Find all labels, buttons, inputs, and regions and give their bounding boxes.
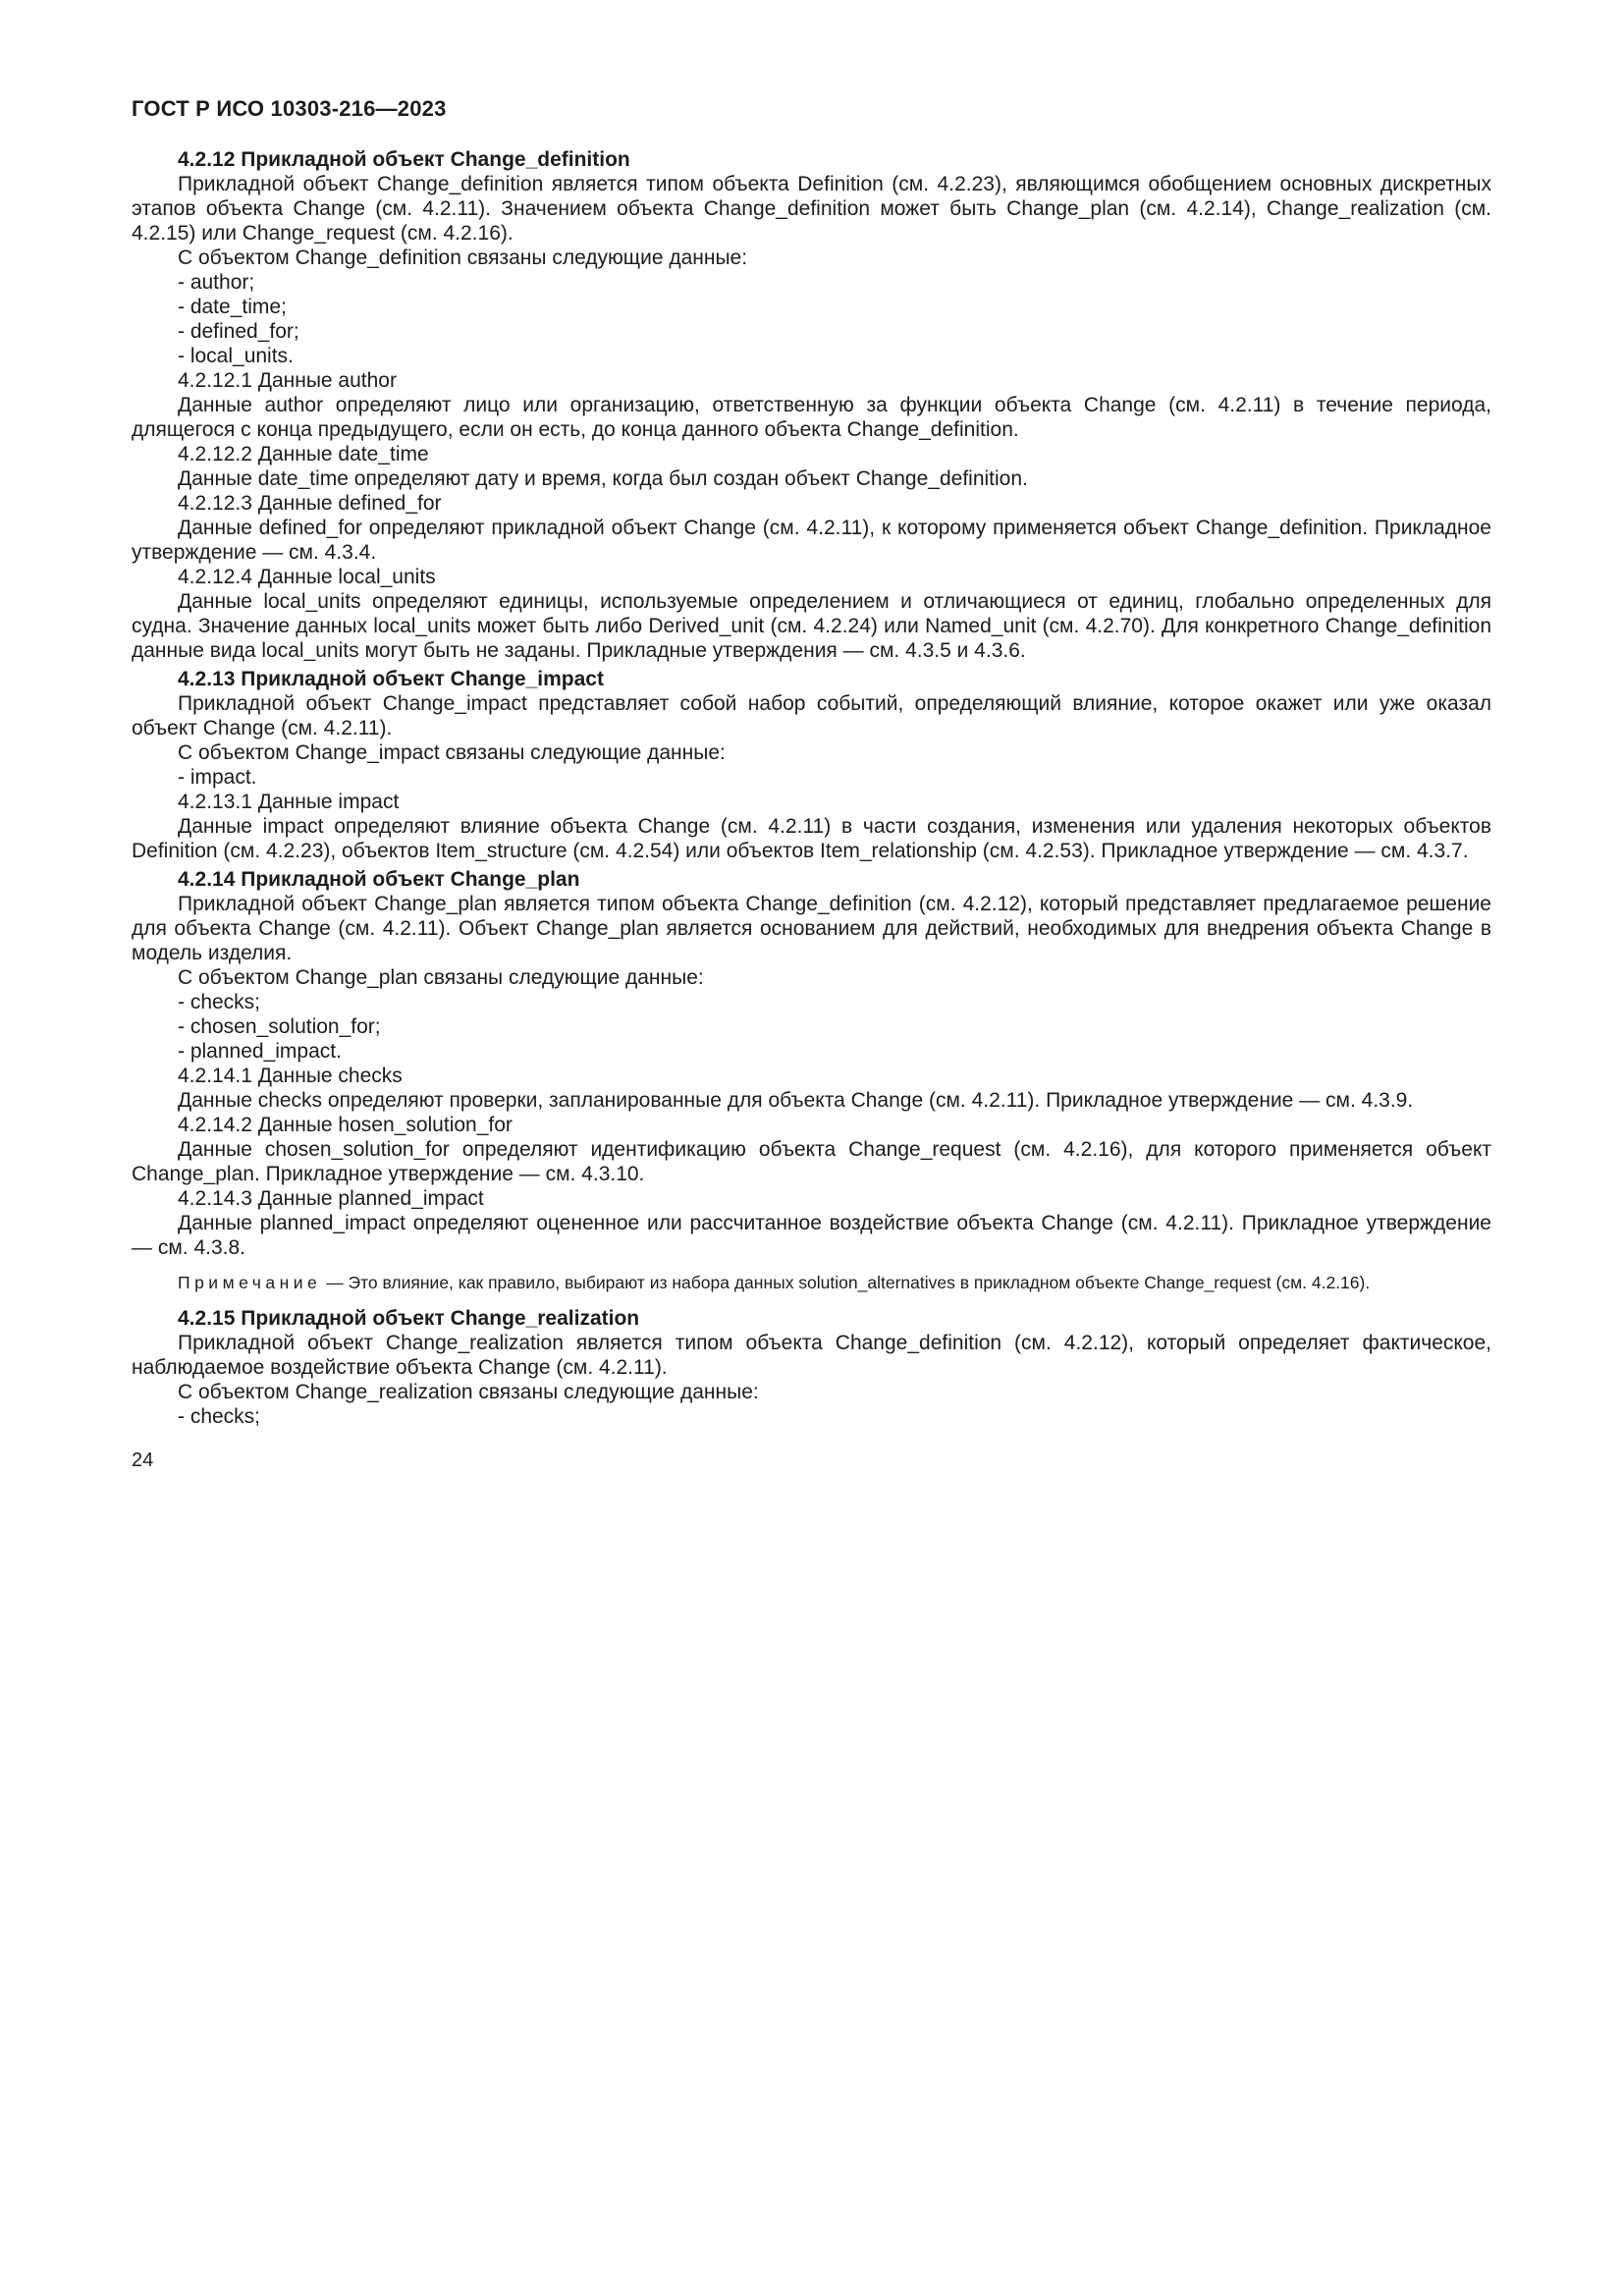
list-item: - impact. <box>178 766 257 789</box>
section-heading: 4.2.12 Прикладной объект Change_definition <box>178 148 630 171</box>
subsection-heading: 4.2.12.4 Данные local_units <box>178 566 436 588</box>
section-heading: 4.2.15 Прикладной объект Change_realization <box>178 1306 640 1330</box>
paragraph: Прикладной объект Change_plan является типом объекта Change_definition (см. 4.2.12), который представляет предлагаемое решение для объекта Change (см. 4.2.11). Объект Change_plan является основанием для действий, необходимых для внедрения объекта Change в модель изделия. <box>132 893 1491 964</box>
subsection-heading: 4.2.14.1 Данные checks <box>178 1065 403 1087</box>
paragraph: Данные checks определяют проверки, запланированные для объекта Change (см. 4.2.11). Прикладное утверждение — см. 4.3.9. <box>178 1089 1414 1112</box>
list-item: - planned_impact. <box>178 1040 342 1063</box>
subsection-heading: 4.2.12.3 Данные defined_for <box>178 492 442 515</box>
document-header: ГОСТ Р ИСО 10303-216—2023 <box>132 96 447 121</box>
paragraph: Данные planned_impact определяют оцененное или рассчитанное воздействие объекта Change (см. 4.2.11). Прикладное утверждение — см. 4.3.8. <box>132 1212 1491 1259</box>
subsection-heading: 4.2.12.1 Данные author <box>178 369 397 392</box>
section-heading: 4.2.13 Прикладной объект Change_impact <box>178 668 604 690</box>
document-body <box>132 147 1491 1429</box>
section-heading: 4.2.14 Прикладной объект Change_plan <box>178 868 580 891</box>
paragraph: Данные defined_for определяют прикладной объект Change (см. 4.2.11), к которому применяется объект Change_definition. Прикладное утверждение — см. 4.3.4. <box>132 517 1491 564</box>
paragraph: Данные impact определяют влияние объекта Change (см. 4.2.11) в части создания, изменения или удаления некоторых объектов Definition (см. 4.2.23), объектов Item_structure (см. 4.2.54) или объектов Item_relationship (см. 4.2.53). Прикладное утверждение — см. 4.3.7. <box>132 815 1491 862</box>
paragraph: Данные local_units определяют единицы, используемые определением и отличающиеся от единиц, глобально определенных для судна. Значение данных local_units может быть либо Derived_unit (см. 4.2.24) или Named_unit (см. 4.2.70). Для конкретного Change_definition данные вида local_units могут быть не заданы. Прикладные утверждения — см. 4.3.5 и 4.3.6. <box>132 590 1491 662</box>
note-text: — Это влияние, как правило, выбирают из набора данных solution_alternatives в прикладном объекте Change_request (см. 4.2.16). <box>326 1273 1371 1292</box>
list-item: - defined_for; <box>178 320 299 343</box>
paragraph: Данные date_time определяют дату и время, когда был создан объект Change_definition. <box>178 467 1028 490</box>
list-item: - checks; <box>178 1404 261 1428</box>
page-number: 24 <box>132 1449 154 1471</box>
subsection-heading: 4.2.14.2 Данные hosen_solution_for <box>178 1114 513 1136</box>
paragraph: С объектом Change_definition связаны следующие данные: <box>178 246 748 269</box>
paragraph: Прикладной объект Change_definition является типом объекта Definition (см. 4.2.23), являющимся обобщением основных дискретных этапов объекта Change (см. 4.2.11). Значением объекта Change_definition может быть Change_plan (см. 4.2.14), Change_realization (см. 4.2.15) или Change_request (см. 4.2.16). <box>132 173 1491 245</box>
list-item: - local_units. <box>178 345 294 367</box>
list-item: - date_time; <box>178 296 287 318</box>
note <box>132 1273 1491 1294</box>
paragraph: С объектом Change_plan связаны следующие данные: <box>178 966 704 989</box>
paragraph: Данные author определяют лицо или организацию, ответственную за функции объекта Change (см. 4.2.11) в течение периода, длящегося с конца предыдущего, если он есть, до конца данного объекта Change_definition. <box>132 394 1491 441</box>
paragraph: Данные chosen_solution_for определяют идентификацию объекта Change_request (см. 4.2.16), для которого применяется объект Change_plan. Прикладное утверждение — см. 4.3.10. <box>132 1138 1491 1185</box>
paragraph: С объектом Change_realization связаны следующие данные: <box>178 1380 759 1403</box>
subsection-heading: 4.2.14.3 Данные planned_impact <box>178 1187 484 1210</box>
paragraph: С объектом Change_impact связаны следующие данные: <box>178 741 726 764</box>
subsection-heading: 4.2.13.1 Данные impact <box>178 791 400 813</box>
paragraph: Прикладной объект Change_realization является типом объекта Change_definition (см. 4.2.12), который определяет фактическое, наблюдаемое воздействие объекта Change (см. 4.2.11). <box>132 1331 1491 1379</box>
list-item: - checks; <box>178 991 261 1013</box>
subsection-heading: 4.2.12.2 Данные date_time <box>178 443 429 465</box>
paragraph: Прикладной объект Change_impact представляет собой набор событий, определяющий влияние, которое окажет или уже оказал объект Change (см. 4.2.11). <box>132 692 1491 739</box>
list-item: - chosen_solution_for; <box>178 1015 381 1038</box>
list-item: - author; <box>178 271 255 294</box>
note-label: Примечание <box>178 1273 322 1292</box>
